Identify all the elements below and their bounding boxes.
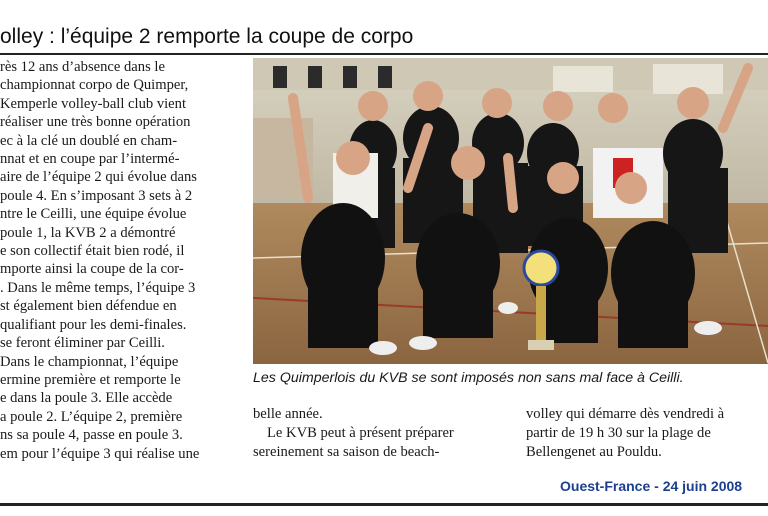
column-line: . Dans le même temps, l’équipe 3 — [0, 279, 196, 296]
column-line: se feront éliminer par Ceilli. — [0, 335, 165, 352]
column-line: poule 4. En s’imposant 3 sets à 2 — [0, 187, 193, 204]
column-line: ns sa poule 4, passe en poule 3. — [0, 427, 183, 444]
column-line: ntre le Ceilli, une équipe évolue — [0, 206, 187, 223]
column-line: poule 1, la KVB 2 a démontré — [0, 224, 176, 241]
column-line: rès 12 ans d’absence dans le — [0, 59, 165, 75]
column-line: ec à la clé un doublé en cham- — [0, 132, 178, 149]
column-line: partir de 19 h 30 sur la plage de — [526, 425, 711, 441]
article-column-3 — [526, 405, 768, 462]
column-line: Le KVB peut à présent préparer — [267, 425, 454, 441]
column-line: aire de l’équipe 2 qui évolue dans — [0, 169, 197, 186]
footer-rule — [0, 503, 768, 506]
column-line: Bellengenet au Pouldu. — [526, 444, 662, 460]
headline-rule — [0, 53, 768, 55]
column-line: em pour l’équipe 3 qui réalise une — [0, 445, 200, 462]
column-line: qualifiant pour les demi-finales. — [0, 316, 187, 333]
team-photo — [253, 58, 768, 364]
column-line: réaliser une très bonne opération — [0, 114, 191, 131]
column-line: Kemperle volley-ball club vient — [0, 95, 187, 112]
article-headline: olley : l’équipe 2 remporte la coupe de corpo — [0, 25, 414, 48]
article-column-1 — [0, 58, 246, 463]
source-credit: Ouest-France - 24 juin 2008 — [560, 478, 743, 494]
column-line: st également bien défendue en — [0, 298, 177, 315]
column-line: Dans le championnat, l’équipe — [0, 353, 179, 370]
column-line: e son collectif était bien rodé, il — [0, 243, 185, 260]
column-line: e dans la poule 3. Elle accède — [0, 390, 173, 407]
column-line: sereinement sa saison de beach- — [253, 444, 440, 460]
article-column-2 — [253, 405, 511, 462]
column-line: ermine première et remporte le — [0, 371, 181, 388]
column-line: nnat et en coupe par l’intermé- — [0, 151, 180, 168]
column-line: a poule 2. L’équipe 2, première — [0, 408, 183, 425]
column-line: championnat corpo de Quimper, — [0, 77, 189, 94]
column-line: mporte ainsi la coupe de la cor- — [0, 261, 184, 278]
photo-caption: Les Quimperlois du KVB se sont imposés non sans mal face à Ceilli. — [253, 370, 684, 386]
column-line: volley qui démarre dès vendredi à — [526, 406, 725, 422]
column-line: belle année. — [253, 406, 323, 422]
